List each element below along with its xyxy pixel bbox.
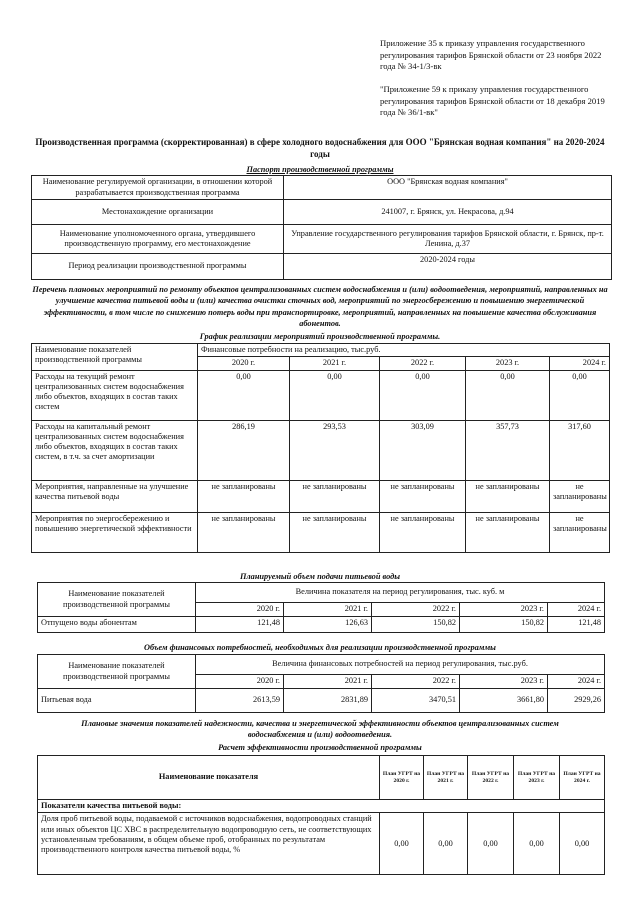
cell-value: 0,00 [290, 370, 380, 420]
table-row [32, 420, 610, 480]
cell-value: 3661,80 [460, 689, 548, 713]
row-label: Мероприятия, направленные на улучшение качества питьевой воды [32, 480, 198, 512]
table-row [32, 480, 610, 512]
cell-value: 0,00 [560, 813, 605, 875]
passport-label: Наименование регулируемой организации, в отношении которой разрабатывается производственная программа [32, 176, 284, 200]
table-row [38, 800, 605, 813]
year-header: 2023 г. [460, 675, 548, 689]
year-header: 2024 г. [550, 357, 610, 370]
passport-value: Управление государственного регулирования тарифов Брянской области, г. Брянск, пр-т. Ленина, д.37 [284, 225, 612, 254]
year-header: 2021 г. [284, 675, 372, 689]
table-row [38, 655, 605, 675]
year-header: 2022 г. [372, 603, 460, 617]
year-header: План УГРТ на 2020 г. [380, 756, 424, 800]
cell-value: не запланированы [380, 480, 466, 512]
cell-value: не запланированы [550, 480, 610, 512]
row-label: Расходы на капитальный ремонт централизованных систем водоснабжения либо объектов, входящих в состав таких систем, в т.ч. за счет амортизации [32, 420, 198, 480]
year-header: 2020 г. [196, 675, 284, 689]
passport-value: ООО "Брянская водная компания" [284, 176, 612, 200]
row-label: Питьевая вода [38, 689, 196, 713]
year-header: План УГРТ на 2021 г. [424, 756, 468, 800]
year-header: 2020 г. [198, 357, 290, 370]
cell-value: 293,53 [290, 420, 380, 480]
cell-value: 0,00 [514, 813, 560, 875]
efficiency-col-label: Наименование показателя [38, 756, 380, 800]
table-row [32, 254, 612, 280]
year-header: План УГРТ на 2023 г. [514, 756, 560, 800]
cell-value: 150,82 [372, 617, 460, 633]
year-header: План УГРТ на 2024 г. [560, 756, 605, 800]
passport-table [31, 175, 612, 280]
year-header: 2022 г. [372, 675, 460, 689]
cell-value: не запланированы [466, 480, 550, 512]
year-header: 2021 г. [284, 603, 372, 617]
passport-label: Местонахождение организации [32, 200, 284, 225]
table-row [38, 583, 605, 603]
table-row [38, 756, 605, 800]
cell-value: 121,48 [196, 617, 284, 633]
passport-caption: Паспорт производственной программы [246, 165, 394, 174]
year-header: 2022 г. [380, 357, 466, 370]
cell-value: 317,60 [550, 420, 610, 480]
cell-value: 0,00 [380, 813, 424, 875]
schedule-group-label: Финансовые потребности на реализацию, тыс.руб. [198, 344, 610, 357]
passport-label: Наименование уполномоченного органа, утвердившего производственную программу, его местонахождение [32, 225, 284, 254]
efficiency-table [37, 755, 605, 875]
finance-caption: Объем финансовых потребностей, необходимых для реализации производственной программы [144, 643, 496, 652]
cell-value: 121,48 [548, 617, 605, 633]
table-row [38, 617, 605, 633]
cell-value: не запланированы [380, 512, 466, 552]
document-title: Производственная программа (скорректированная) в сфере холодного водоснабжения для ООО "Брянская водная компания" на 2020-2024 годы [35, 137, 605, 159]
reliability-caption: Плановые значения показателей надежности, качества и энергетической эффективности объектов централизованных систем водоснабжения и (или) водоотведения. [81, 719, 559, 739]
cell-value: 2929,26 [548, 689, 605, 713]
efficiency-caption: Расчет эффективности производственной программы [218, 743, 422, 752]
cell-value: не запланированы [290, 480, 380, 512]
table-row [32, 176, 612, 200]
cell-value: 0,00 [380, 370, 466, 420]
cell-value: 303,09 [380, 420, 466, 480]
appendix-note: Приложение 35 к приказу управления государственного регулирования тарифов Брянской области от 23 ноября 2022 года № 34-1/3-вк [380, 38, 602, 71]
passport-label: Период реализации производственной программы [32, 254, 284, 280]
year-header: 2024 г. [548, 675, 605, 689]
cell-value: не запланированы [550, 512, 610, 552]
cell-value: 0,00 [550, 370, 610, 420]
supply-col-label: Наименование показателей производственной программы [38, 583, 196, 617]
schedule-col-label: Наименование показателей производственной программы [32, 344, 198, 371]
section-header: Показатели качества питьевой воды: [38, 800, 605, 813]
year-header: 2020 г. [196, 603, 284, 617]
table-row [32, 370, 610, 420]
table-row [38, 813, 605, 875]
cell-value: 0,00 [466, 370, 550, 420]
cell-value: 357,73 [466, 420, 550, 480]
row-label: Отпущено воды абонентам [38, 617, 196, 633]
appendix-note-previous: "Приложение 59 к приказу управления государственного регулирования тарифов Брянской области от 18 декабря 2019 года № 36/1-вк" [380, 84, 605, 117]
cell-value: 2613,59 [196, 689, 284, 713]
row-label: Расходы на текущий ремонт централизованных систем водоснабжения либо объектов, входящих в состав таких систем [32, 370, 198, 420]
cell-value: не запланированы [290, 512, 380, 552]
supply-table [37, 582, 605, 633]
cell-value: 0,00 [198, 370, 290, 420]
year-header: 2023 г. [466, 357, 550, 370]
finance-group-label: Величина финансовых потребностей на период регулирования, тыс.руб. [196, 655, 605, 675]
cell-value: не запланированы [198, 512, 290, 552]
year-header: План УГРТ на 2022 г. [468, 756, 514, 800]
cell-value: не запланированы [198, 480, 290, 512]
cell-value: не запланированы [466, 512, 550, 552]
cell-value: 286,19 [198, 420, 290, 480]
passport-value: 241007, г. Брянск, ул. Некрасова, д.94 [284, 200, 612, 225]
schedule-caption: График реализации мероприятий производственной программы. [199, 332, 441, 341]
table-row [32, 225, 612, 254]
table-row [32, 512, 610, 552]
row-label: Мероприятия по энергосбережению и повышению энергетической эффективности [32, 512, 198, 552]
finance-col-label: Наименование показателей производственной программы [38, 655, 196, 689]
measures-list-caption: Перечень плановых мероприятий по ремонту объектов централизованных систем водоснабжения и (или) водоотведения, мероприятий, направленных на улучшение качества питьевой воды и (или) качества очистки сточных вод, мероприятий по энергосбережению и повышению энергетической эффективности, в том числе по снижению потерь воды при транспортировке, мероприятий, направленных на повышение качества обслуживания абонентов. [32, 285, 608, 328]
passport-value: 2020-2024 годы [284, 254, 612, 280]
cell-value: 0,00 [468, 813, 514, 875]
supply-caption: Планируемый объем подачи питьевой воды [239, 572, 401, 581]
table-row [32, 200, 612, 225]
cell-value: 0,00 [424, 813, 468, 875]
cell-value: 150,82 [460, 617, 548, 633]
cell-value: 2831,89 [284, 689, 372, 713]
cell-value: 3470,51 [372, 689, 460, 713]
row-label: Доля проб питьевой воды, подаваемой с источников водоснабжения, водопроводных станций или иных объектов ЦС ХВС в распределительную водопроводную сеть, не соответствующих установленным требованиям, в общем объеме проб, отобранных по результатам производственного контроля качества питьевой воды, % [38, 813, 380, 875]
year-header: 2023 г. [460, 603, 548, 617]
year-header: 2021 г. [290, 357, 380, 370]
table-row [38, 689, 605, 713]
year-header: 2024 г. [548, 603, 605, 617]
table-row [32, 344, 610, 357]
supply-group-label: Величина показателя на период регулирования, тыс. куб. м [196, 583, 605, 603]
cell-value: 126,63 [284, 617, 372, 633]
finance-table [37, 654, 605, 713]
schedule-table [31, 343, 610, 553]
